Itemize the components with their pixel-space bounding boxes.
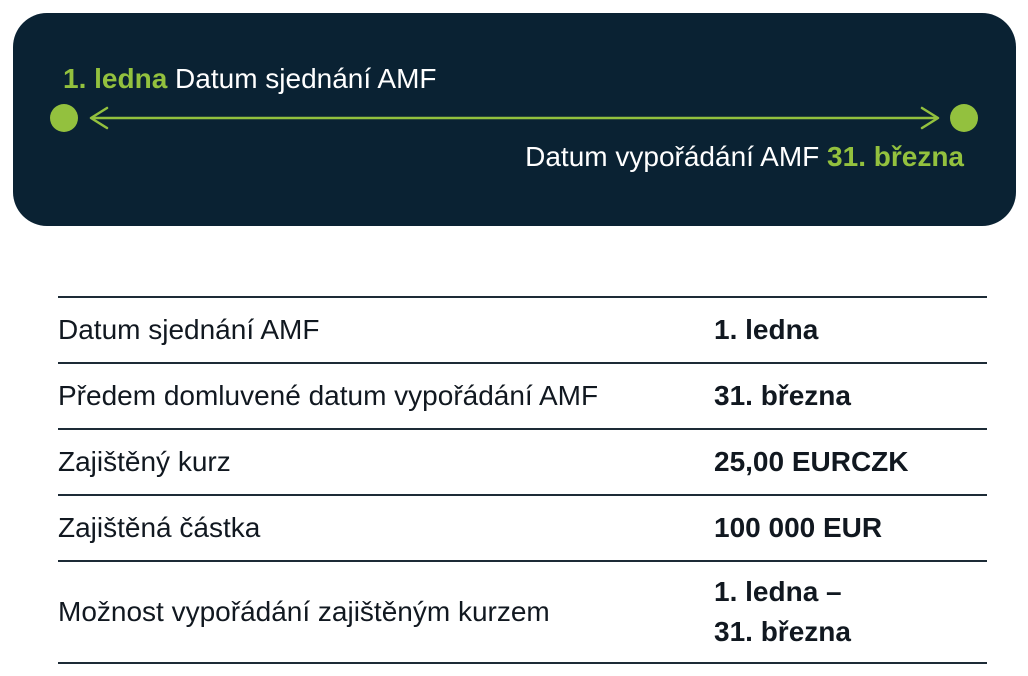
row-label: Zajištěný kurz <box>58 429 714 495</box>
row-label: Datum sjednání AMF <box>58 297 714 363</box>
end-dot <box>950 104 978 132</box>
table-row <box>58 561 987 663</box>
row-value <box>714 561 987 663</box>
table-row <box>58 495 987 561</box>
start-dot <box>50 104 78 132</box>
table-row <box>58 297 987 363</box>
table-row <box>58 429 987 495</box>
row-label: Zajištěná částka <box>58 495 714 561</box>
row-value: 1. ledna <box>714 297 987 363</box>
end-date: 31. března <box>827 141 964 172</box>
table-row <box>58 363 987 429</box>
start-description: Datum sjednání AMF <box>175 63 437 94</box>
end-label <box>525 140 964 174</box>
end-description: Datum vypořádání AMF <box>525 141 820 172</box>
details-table <box>58 296 987 664</box>
row-value: 100 000 EUR <box>714 495 987 561</box>
row-label: Možnost vypořádání zajištěným kurzem <box>58 561 714 663</box>
timeline-card <box>13 13 1016 226</box>
row-value-line-2: 31. března <box>714 616 851 647</box>
row-value: 31. března <box>714 363 987 429</box>
row-value-line-1: 1. ledna – <box>714 576 842 607</box>
timeline-graphic <box>13 13 1016 226</box>
row-value: 25,00 EURCZK <box>714 429 987 495</box>
row-label: Předem domluvené datum vypořádání AMF <box>58 363 714 429</box>
start-date: 1. ledna <box>63 63 168 94</box>
